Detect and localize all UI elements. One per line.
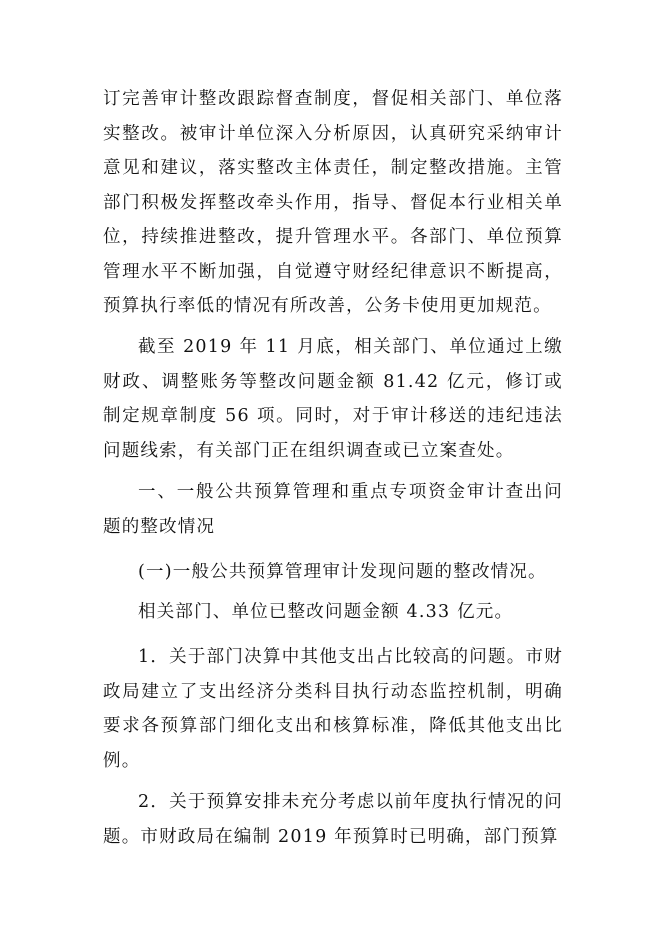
- paragraph-rectification-mechanism: 订完善审计整改跟踪督查制度，督促相关部门、单位落实整改。被审计单位深入分析原因，认真研究采纳审计意见和建议，落实整改主体责任，制定整改措施。主管部门积极发挥整改牵头作用，指导、督促本行业相关单位，持续推进整改，提升管理水平。各部门、单位预算管理水平不断加强，自觉遵守财经纪律意识不断提高，预算执行率低的情况有所改善，公务卡使用更加规范。: [103, 89, 563, 316]
- subsection-heading-1: (一)一般公共预算管理审计发现问题的整改情况。: [138, 562, 547, 582]
- section-heading-1: 一、一般公共预算管理和重点专项资金审计查出问题的整改情况: [103, 482, 563, 537]
- list-item-2: 2．关于预算安排未充分考虑以前年度执行情况的问题。市财政局在编制 2019 年预算时已明确，部门预算: [103, 792, 563, 847]
- paragraph-rectified-amount: 相关部门、单位已整改问题金额 4.33 亿元。: [138, 602, 514, 622]
- list-item-1: 1．关于部门决算中其他支出占比较高的问题。市财政局建立了支出经济分类科目执行动态监控机制，明确要求各预算部门细化支出和核算标准，降低其他支出比例。: [103, 647, 563, 771]
- paragraph-rectification-results: 截至 2019 年 11 月底，相关部门、单位通过上缴财政、调整账务等整改问题金额 81.42 亿元，修订或制定规章制度 56 项。同时，对于审计移送的违纪违法问题线索，有关部门正在组织调查或已立案查处。: [103, 337, 563, 461]
